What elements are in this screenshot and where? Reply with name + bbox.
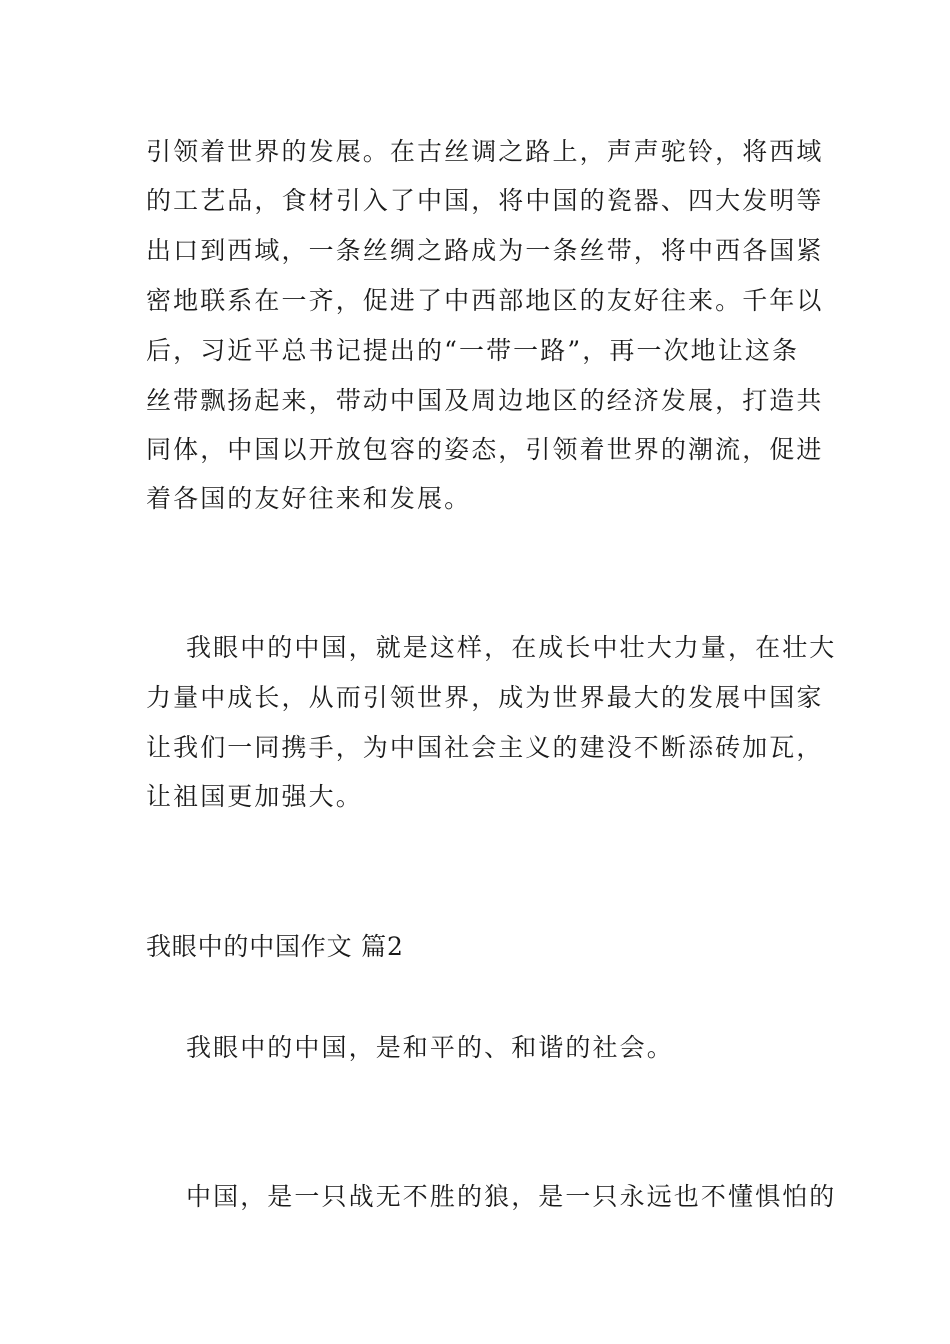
paragraph-1-line-6: 丝带飘扬起来，带动中国及周边地区的经济发展，打造共 — [146, 386, 824, 415]
paragraph-1-line-1: 引领着世界的发展。在古丝调之路上，声声驼铃，将西域 — [146, 137, 824, 166]
paragraph-1-line-4: 密地联系在一齐，促进了中西部地区的友好往来。千年以 — [146, 286, 824, 315]
paragraph-2-line-1: 我眼中的中国，就是这样，在成长中壮大力量，在壮大 — [186, 633, 837, 662]
paragraph-3-line-1: 我眼中的中国，是和平的、和谐的社会。 — [186, 1033, 674, 1062]
paragraph-2-line-3: 让我们一同携手，为中国社会主义的建没不断添砖加瓦， — [146, 733, 824, 762]
paragraph-1-line-3: 出口到西域，一条丝绸之路成为一条丝带，将中西各国紧 — [146, 236, 824, 265]
paragraph-1-line-7: 同体，中国以开放包容的姿态，引领着世界的潮流，促进 — [146, 435, 824, 464]
paragraph-1-line-8: 着各国的友好往来和发展。 — [146, 484, 472, 513]
paragraph-2-line-4: 让祖国更加强大。 — [146, 782, 363, 811]
section-title: 我眼中的中国作文 篇2 — [146, 932, 404, 961]
paragraph-1-line-2: 的工艺品，食材引入了中国，将中国的瓷器、四大发明等 — [146, 186, 824, 215]
paragraph-4-line-1: 中国，是一只战无不胜的狼，是一只永远也不懂惧怕的 — [186, 1182, 837, 1211]
paragraph-2-line-2: 力量中成长，从而引领世界，成为世界最大的发展中国家 — [146, 683, 824, 712]
paragraph-1-line-5: 后，习近平总书记提出的“一带一路”，再一次地让这条 — [146, 336, 800, 365]
